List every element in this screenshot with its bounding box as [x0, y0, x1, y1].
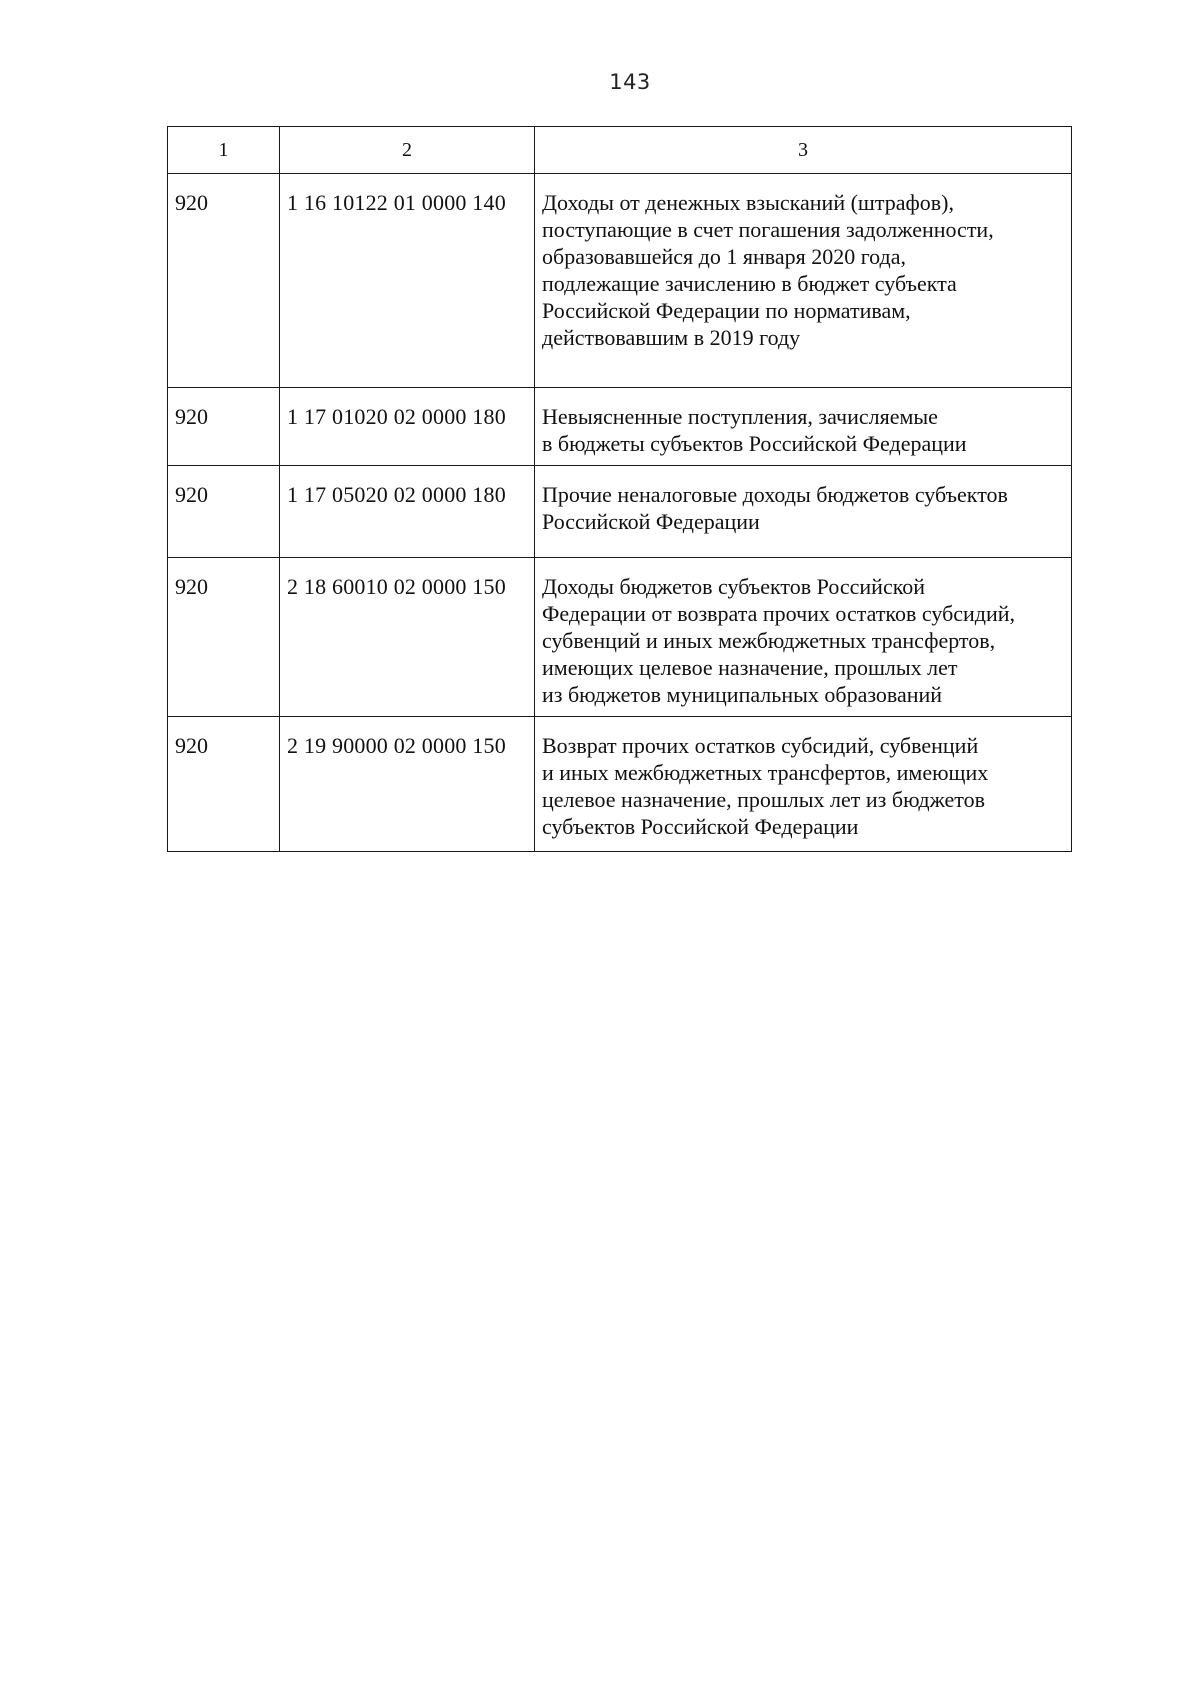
revenue-codes-table	[167, 126, 1072, 852]
table-row	[168, 174, 1072, 388]
admin-code-cell: 920	[168, 466, 280, 558]
budget-code-cell: 1 16 10122 01 0000 140	[280, 174, 535, 388]
revenue-name-cell: Доходы бюджетов субъектов Российской Федерации от возврата прочих остатков субсидий, субвенций и иных межбюджетных трансфертов, имеющих целевое назначение, прошлых лет из бюджетов муниципальных образований	[535, 558, 1072, 717]
revenue-name-cell: Прочие неналоговые доходы бюджетов субъектов Российской Федерации	[535, 466, 1072, 558]
admin-code-cell: 920	[168, 388, 280, 466]
admin-code-cell: 920	[168, 558, 280, 717]
budget-code-cell: 1 17 05020 02 0000 180	[280, 466, 535, 558]
table-row	[168, 466, 1072, 558]
column-header-2: 2	[280, 127, 535, 174]
budget-code-cell: 1 17 01020 02 0000 180	[280, 388, 535, 466]
revenue-name-cell: Невыясненные поступления, зачисляемые в бюджеты субъектов Российской Федерации	[535, 388, 1072, 466]
admin-code-cell: 920	[168, 174, 280, 388]
table-row	[168, 717, 1072, 852]
table-row	[168, 558, 1072, 717]
table-header-row	[168, 127, 1072, 174]
admin-code-cell: 920	[168, 717, 280, 852]
revenue-name-cell: Доходы от денежных взысканий (штрафов), поступающие в счет погашения задолженности, образовавшейся до 1 января 2020 года, подлежащие зачислению в бюджет субъекта Российской Федерации по нормативам, действовавшим в 2019 году	[535, 174, 1072, 388]
column-header-1: 1	[168, 127, 280, 174]
column-header-3: 3	[535, 127, 1072, 174]
page-number: 143	[609, 70, 651, 94]
table-row	[168, 388, 1072, 466]
budget-code-cell: 2 18 60010 02 0000 150	[280, 558, 535, 717]
revenue-name-cell: Возврат прочих остатков субсидий, субвенций и иных межбюджетных трансфертов, имеющих целевое назначение, прошлых лет из бюджетов субъектов Российской Федерации	[535, 717, 1072, 852]
budget-code-cell: 2 19 90000 02 0000 150	[280, 717, 535, 852]
